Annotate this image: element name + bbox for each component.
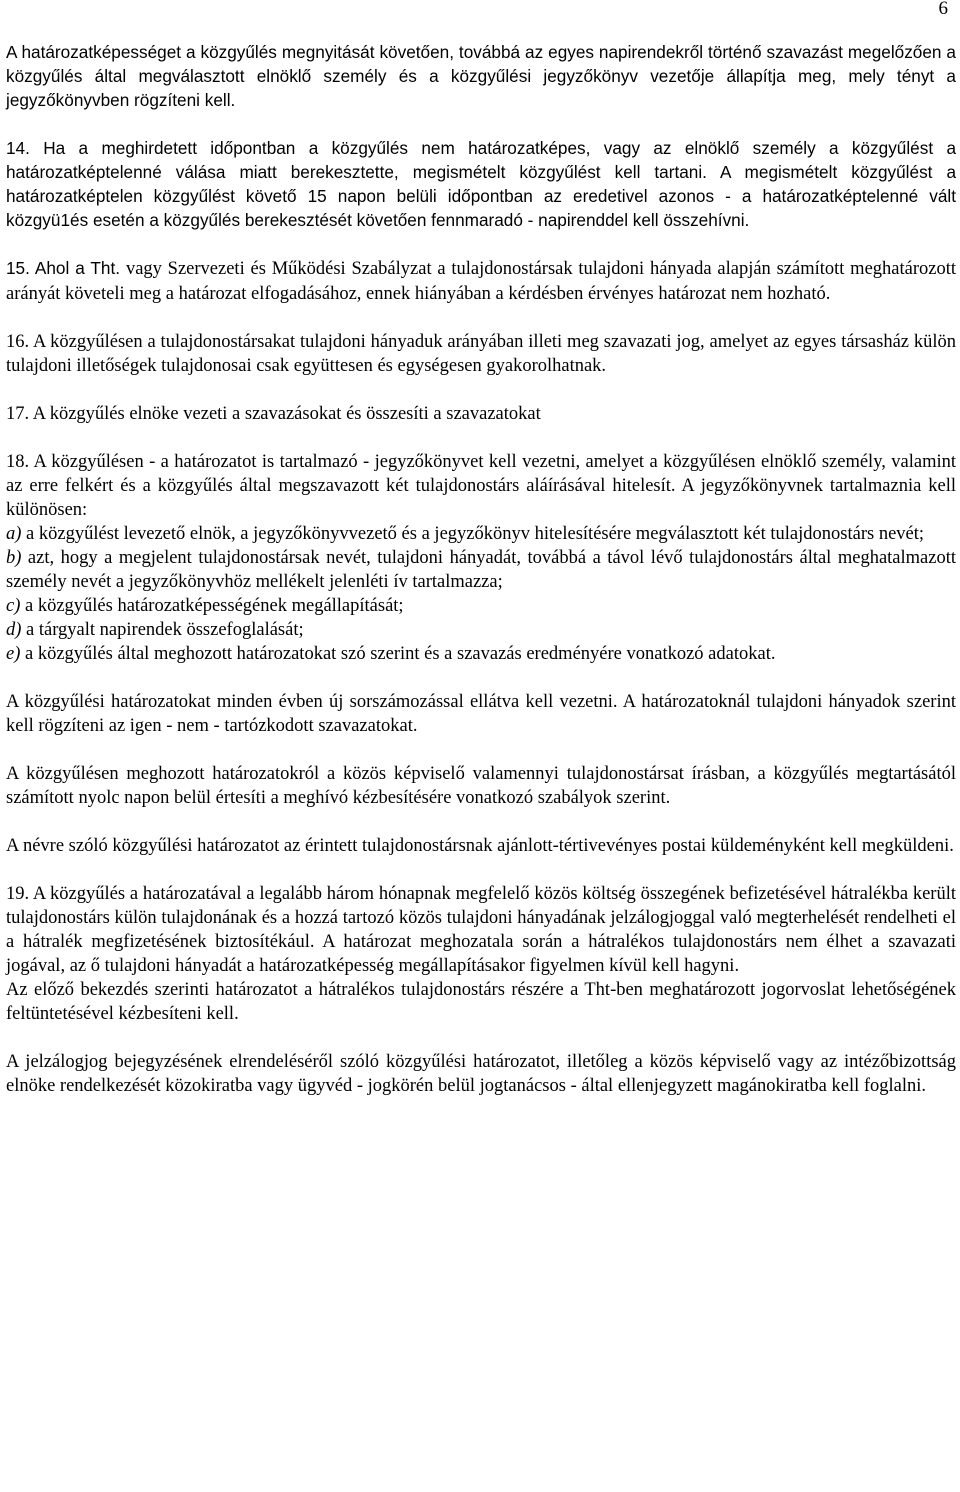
list-item-b-label: b) (6, 548, 22, 568)
list-item-a-label: a) (6, 524, 22, 544)
list-item-a (6, 522, 956, 546)
paragraph-named-resolution: A névre szóló közgyűlési határozatot az érintett tulajdonostársnak ajánlott-tértivevényes postai küldeményként kell megküldeni. (6, 836, 954, 856)
list-item-c (6, 594, 956, 618)
list-item-d-label: d) (6, 620, 22, 640)
paragraph-resolutions-numbering: A közgyűlési határozatokat minden évben új sorszámozással ellátva kell vezetni. A határozatoknál tulajdoni hányadok szerint kell rögzíteni az igen - nem - tartózkodott szavazatokat. (6, 692, 956, 736)
paragraph-notification: A közgyűlésen meghozott határozatokról a közös képviselő valamennyi tulajdonostársat írásban, a közgyűlés megtartásától számított nyolc napon belül értesíti a meghívó kézbesítésére vonatkozó szabályok szerint. (6, 764, 956, 808)
list-item-b (6, 546, 956, 594)
list-item-d-text: a tárgyalt napirendek összefoglalását; (21, 620, 304, 640)
paragraph-14-text: Ha a meghirdetett időpontban a közgyűlés nem határozatképes, vagy az elnöklő személy a közgyűlést a határozatképtelenné válása miatt berekesztette, megismételt közgyűlést kell tartani. (6, 138, 956, 182)
paragraph-14 (6, 136, 956, 232)
paragraph-quorum-check: A határozatképességet a közgyűlés megnyitását követően, továbbá az egyes napirendekről történő szavazást megelőzően a közgyűlés által megválasztott elnöklő személy és a közgyűlési jegyzőkönyv vezetője állapítja meg, mely tényt a jegyzőkönyvben rögzíteni kell. (6, 42, 956, 110)
list-item-e-label: e) (6, 644, 21, 664)
paragraph-19-b: Az előző bekezdés szerinti határozatot a hátralékos tulajdonostárs részére a Tht-ben meghatározott jogorvoslat lehetőségének feltüntetésével kézbesíteni kell. (6, 980, 956, 1024)
document-body (6, 40, 956, 1098)
list-item-c-text: a közgyűlés határozatképességének megállapítását; (20, 596, 404, 616)
paragraph-16: 16. A közgyűlésen a tulajdonostársakat tulajdoni hányaduk arányában illeti meg szavazati jog, amelyet az egyes társasház külön tulajdoni illetőségek tulajdonosai csak együttesen és egységesen gyakorolhatnak. (6, 332, 956, 376)
paragraph-15-start: 15. Ahol a Tht. (6, 258, 120, 278)
list-item-b-text: azt, hogy a megjelent tulajdonostársak nevét, tulajdoni hányadát, továbbá a távol lévő tulajdonostárs által meghatalmazott személy nevét a jegyzőkönyvhöz mellékelt jelenléti ív tartalmazza; (6, 548, 956, 592)
paragraph-15 (6, 256, 956, 306)
list-item-c-label: c) (6, 596, 21, 616)
paragraph-17: 17. A közgyűlés elnöke vezeti a szavazásokat és összesíti a szavazatokat (6, 404, 541, 424)
paragraph-14-number: 14. (6, 138, 30, 158)
paragraph-lien-registration: A jelzálogjog bejegyzésének elrendeléséről szóló közgyűlési határozatot, illetőleg a közös képviselő vagy az intézőbizottság elnöke rendelkezését közokiratba vagy ügyvéd - jogkörén belül jogtanácsos - által ellenjegyzett magánokiratba kell foglalni. (6, 1052, 956, 1096)
paragraph-18: 18. A közgyűlésen - a határozatot is tartalmazó - jegyzőkönyvet kell vezetni, amelyet a közgyűlésen elnöklő személy, valamint az erre felkért és a közgyűlés által megszavazott két tulajdonostárs aláírásával hitelesít. A jegyzőkönyvnek tartalmaznia kell különösen: (6, 452, 956, 520)
paragraph-19: 19. A közgyűlés a határozatával a legalább három hónapnak megfelelő közös költség összegének befizetésével hátralékba került tulajdonostárs külön tulajdonának és a hozzá tartozó közös tulajdoni hányadának jelzálogjoggal való megterhelését rendelheti el a hátralék megfizetésének biztosítékául. A határozat meghozatala során a hátralékos tulajdonostárs nem élhet a szavazati jogával, az ő tulajdoni hányadát a határozatképesség megállapításakor figyelmen kívül kell hagyni. (6, 884, 956, 976)
paragraph-14-rest: A megismételt közgyűlést a határozatképtelen közgyűlést követő 15 napon belüli időpontban az eredetivel azonos - a határozatképtelenné vált közgyü1és esetén a közgyűlés berekesztését követően fennmaradó - napirenddel kell összehívni. (6, 162, 957, 230)
paragraph-15-rest: vagy Szervezeti és Működési Szabályzat a tulajdonostársak tulajdoni hányada alapján számított meghatározott arányát követeli meg a határozat elfogadásához, ennek hiányában a kérdésben érvényes határozat nem hozható. (6, 259, 956, 304)
list-item-e (6, 642, 956, 666)
list-item-d (6, 618, 956, 642)
list-item-a-text: a közgyűlést levezető elnök, a jegyzőkönyvvezető és a jegyzőkönyv hitelesítésére megválasztott két tulajdonostárs nevét; (21, 524, 925, 544)
page-number: 6 (938, 0, 948, 19)
list-item-e-text: a közgyűlés által meghozott határozatokat szó szerint és a szavazás eredményére vonatkozó adatokat. (20, 644, 776, 664)
